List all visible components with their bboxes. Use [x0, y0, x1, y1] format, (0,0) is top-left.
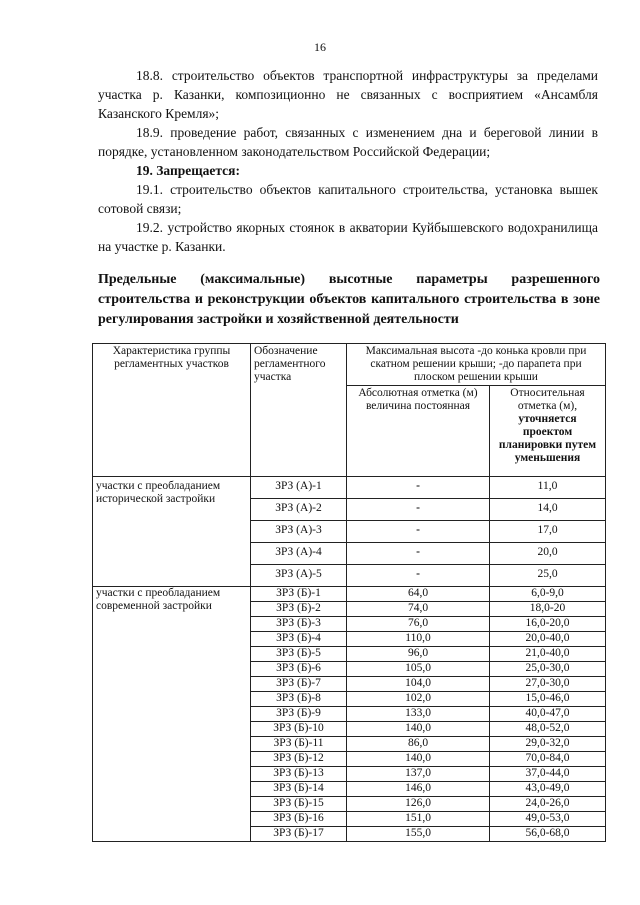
relative-height-cell: 6,0-9,0	[490, 587, 606, 602]
designation-cell: ЗРЗ (Б)-6	[251, 662, 347, 677]
designation-cell: ЗРЗ (Б)-10	[251, 722, 347, 737]
table-row	[93, 587, 606, 602]
designation-cell: ЗРЗ (Б)-5	[251, 647, 347, 662]
header-relative	[490, 386, 606, 477]
absolute-height-cell: 64,0	[347, 587, 490, 602]
absolute-height-cell: 146,0	[347, 782, 490, 797]
designation-cell: ЗРЗ (Б)-7	[251, 677, 347, 692]
absolute-height-cell: 110,0	[347, 632, 490, 647]
absolute-height-cell: 133,0	[347, 707, 490, 722]
relative-height-cell: 56,0-68,0	[490, 827, 606, 842]
absolute-height-cell: 137,0	[347, 767, 490, 782]
relative-height-cell: 43,0-49,0	[490, 782, 606, 797]
paragraph-19-1-text: 19.1. строительство объектов капитального строительства, установка вышек сотовой связи;	[98, 182, 598, 216]
group-name-cell: участки с преобладанием исторической застройки	[93, 477, 251, 587]
absolute-height-cell: -	[347, 543, 490, 565]
designation-cell: ЗРЗ (А)-1	[251, 477, 347, 499]
absolute-height-cell: 104,0	[347, 677, 490, 692]
paragraph-19-heading	[98, 161, 598, 180]
designation-cell: ЗРЗ (Б)-17	[251, 827, 347, 842]
paragraph-18-9-text: 18.9. проведение работ, связанных с изменением дна и береговой линии в порядке, установленном законодательством Российской Федерации;	[98, 125, 598, 159]
relative-height-cell: 27,0-30,0	[490, 677, 606, 692]
paragraph-19-2	[98, 218, 598, 256]
absolute-height-cell: 105,0	[347, 662, 490, 677]
paragraph-19-2-text: 19.2. устройство якорных стоянок в акватории Куйбышевского водохранилища на участке р. Казанки.	[98, 220, 598, 254]
table-header-row	[93, 344, 606, 386]
absolute-height-cell: 126,0	[347, 797, 490, 812]
relative-height-cell: 21,0-40,0	[490, 647, 606, 662]
paragraph-18-8-text: 18.8. строительство объектов транспортной инфраструктуры за пределами участка р. Казанки, композиционно не связанных с восприятием «Ансамбля Казанского Кремля»;	[98, 68, 598, 121]
absolute-height-cell: 151,0	[347, 812, 490, 827]
relative-height-cell: 11,0	[490, 477, 606, 499]
absolute-height-cell: -	[347, 477, 490, 499]
absolute-height-cell: -	[347, 565, 490, 587]
designation-cell: ЗРЗ (Б)-13	[251, 767, 347, 782]
designation-cell: ЗРЗ (Б)-4	[251, 632, 347, 647]
page-number: 16	[314, 40, 326, 54]
paragraph-19-1	[98, 180, 598, 218]
relative-height-cell: 16,0-20,0	[490, 617, 606, 632]
relative-height-cell: 14,0	[490, 499, 606, 521]
absolute-height-cell: 76,0	[347, 617, 490, 632]
designation-cell: ЗРЗ (Б)-12	[251, 752, 347, 767]
table-row	[93, 477, 606, 499]
relative-height-cell: 18,0-20	[490, 602, 606, 617]
header-relative-plain: Относительная отметка (м),	[510, 387, 585, 412]
absolute-height-cell: -	[347, 499, 490, 521]
absolute-height-cell: 140,0	[347, 722, 490, 737]
paragraph-18-8	[98, 66, 598, 123]
designation-cell: ЗРЗ (А)-4	[251, 543, 347, 565]
header-characteristic: Характеристика группы регламентных участков	[93, 344, 251, 477]
designation-cell: ЗРЗ (Б)-15	[251, 797, 347, 812]
relative-height-cell: 15,0-46,0	[490, 692, 606, 707]
absolute-height-cell: 102,0	[347, 692, 490, 707]
header-max-height: Максимальная высота -до конька кровли при скатном решении крыши; -до парапета при плоском решении крыши	[347, 344, 606, 386]
designation-cell: ЗРЗ (Б)-9	[251, 707, 347, 722]
absolute-height-cell: 140,0	[347, 752, 490, 767]
designation-cell: ЗРЗ (Б)-3	[251, 617, 347, 632]
designation-cell: ЗРЗ (А)-3	[251, 521, 347, 543]
header-absolute: Абсолютная отметка (м) величина постоянная	[347, 386, 490, 477]
absolute-height-cell: 86,0	[347, 737, 490, 752]
header-relative-bold: уточняется проектом планировки путем уменьшения	[498, 413, 597, 464]
absolute-height-cell: 96,0	[347, 647, 490, 662]
relative-height-cell: 37,0-44,0	[490, 767, 606, 782]
relative-height-cell: 20,0-40,0	[490, 632, 606, 647]
paragraph-18-9	[98, 123, 598, 161]
designation-cell: ЗРЗ (А)-5	[251, 565, 347, 587]
designation-cell: ЗРЗ (Б)-16	[251, 812, 347, 827]
relative-height-cell: 25,0	[490, 565, 606, 587]
group-name-cell: участки с преобладанием современной застройки	[93, 587, 251, 842]
paragraph-19-text: 19. Запрещается:	[136, 163, 240, 178]
relative-height-cell: 48,0-52,0	[490, 722, 606, 737]
designation-cell: ЗРЗ (Б)-1	[251, 587, 347, 602]
designation-cell: ЗРЗ (Б)-8	[251, 692, 347, 707]
relative-height-cell: 70,0-84,0	[490, 752, 606, 767]
absolute-height-cell: 155,0	[347, 827, 490, 842]
relative-height-cell: 49,0-53,0	[490, 812, 606, 827]
header-designation: Обозначение регламентного участка	[251, 344, 347, 477]
designation-cell: ЗРЗ (А)-2	[251, 499, 347, 521]
height-parameters-table	[92, 343, 606, 842]
relative-height-cell: 24,0-26,0	[490, 797, 606, 812]
relative-height-cell: 29,0-32,0	[490, 737, 606, 752]
relative-height-cell: 25,0-30,0	[490, 662, 606, 677]
section-title: Предельные (максимальные) высотные параметры разрешенного строительства и реконструкции объектов капитального строительства в зоне регулирования застройки и хозяйственной деятельности	[98, 272, 600, 327]
relative-height-cell: 40,0-47,0	[490, 707, 606, 722]
relative-height-cell: 17,0	[490, 521, 606, 543]
relative-height-cell: 20,0	[490, 543, 606, 565]
absolute-height-cell: -	[347, 521, 490, 543]
designation-cell: ЗРЗ (Б)-14	[251, 782, 347, 797]
designation-cell: ЗРЗ (Б)-11	[251, 737, 347, 752]
designation-cell: ЗРЗ (Б)-2	[251, 602, 347, 617]
absolute-height-cell: 74,0	[347, 602, 490, 617]
